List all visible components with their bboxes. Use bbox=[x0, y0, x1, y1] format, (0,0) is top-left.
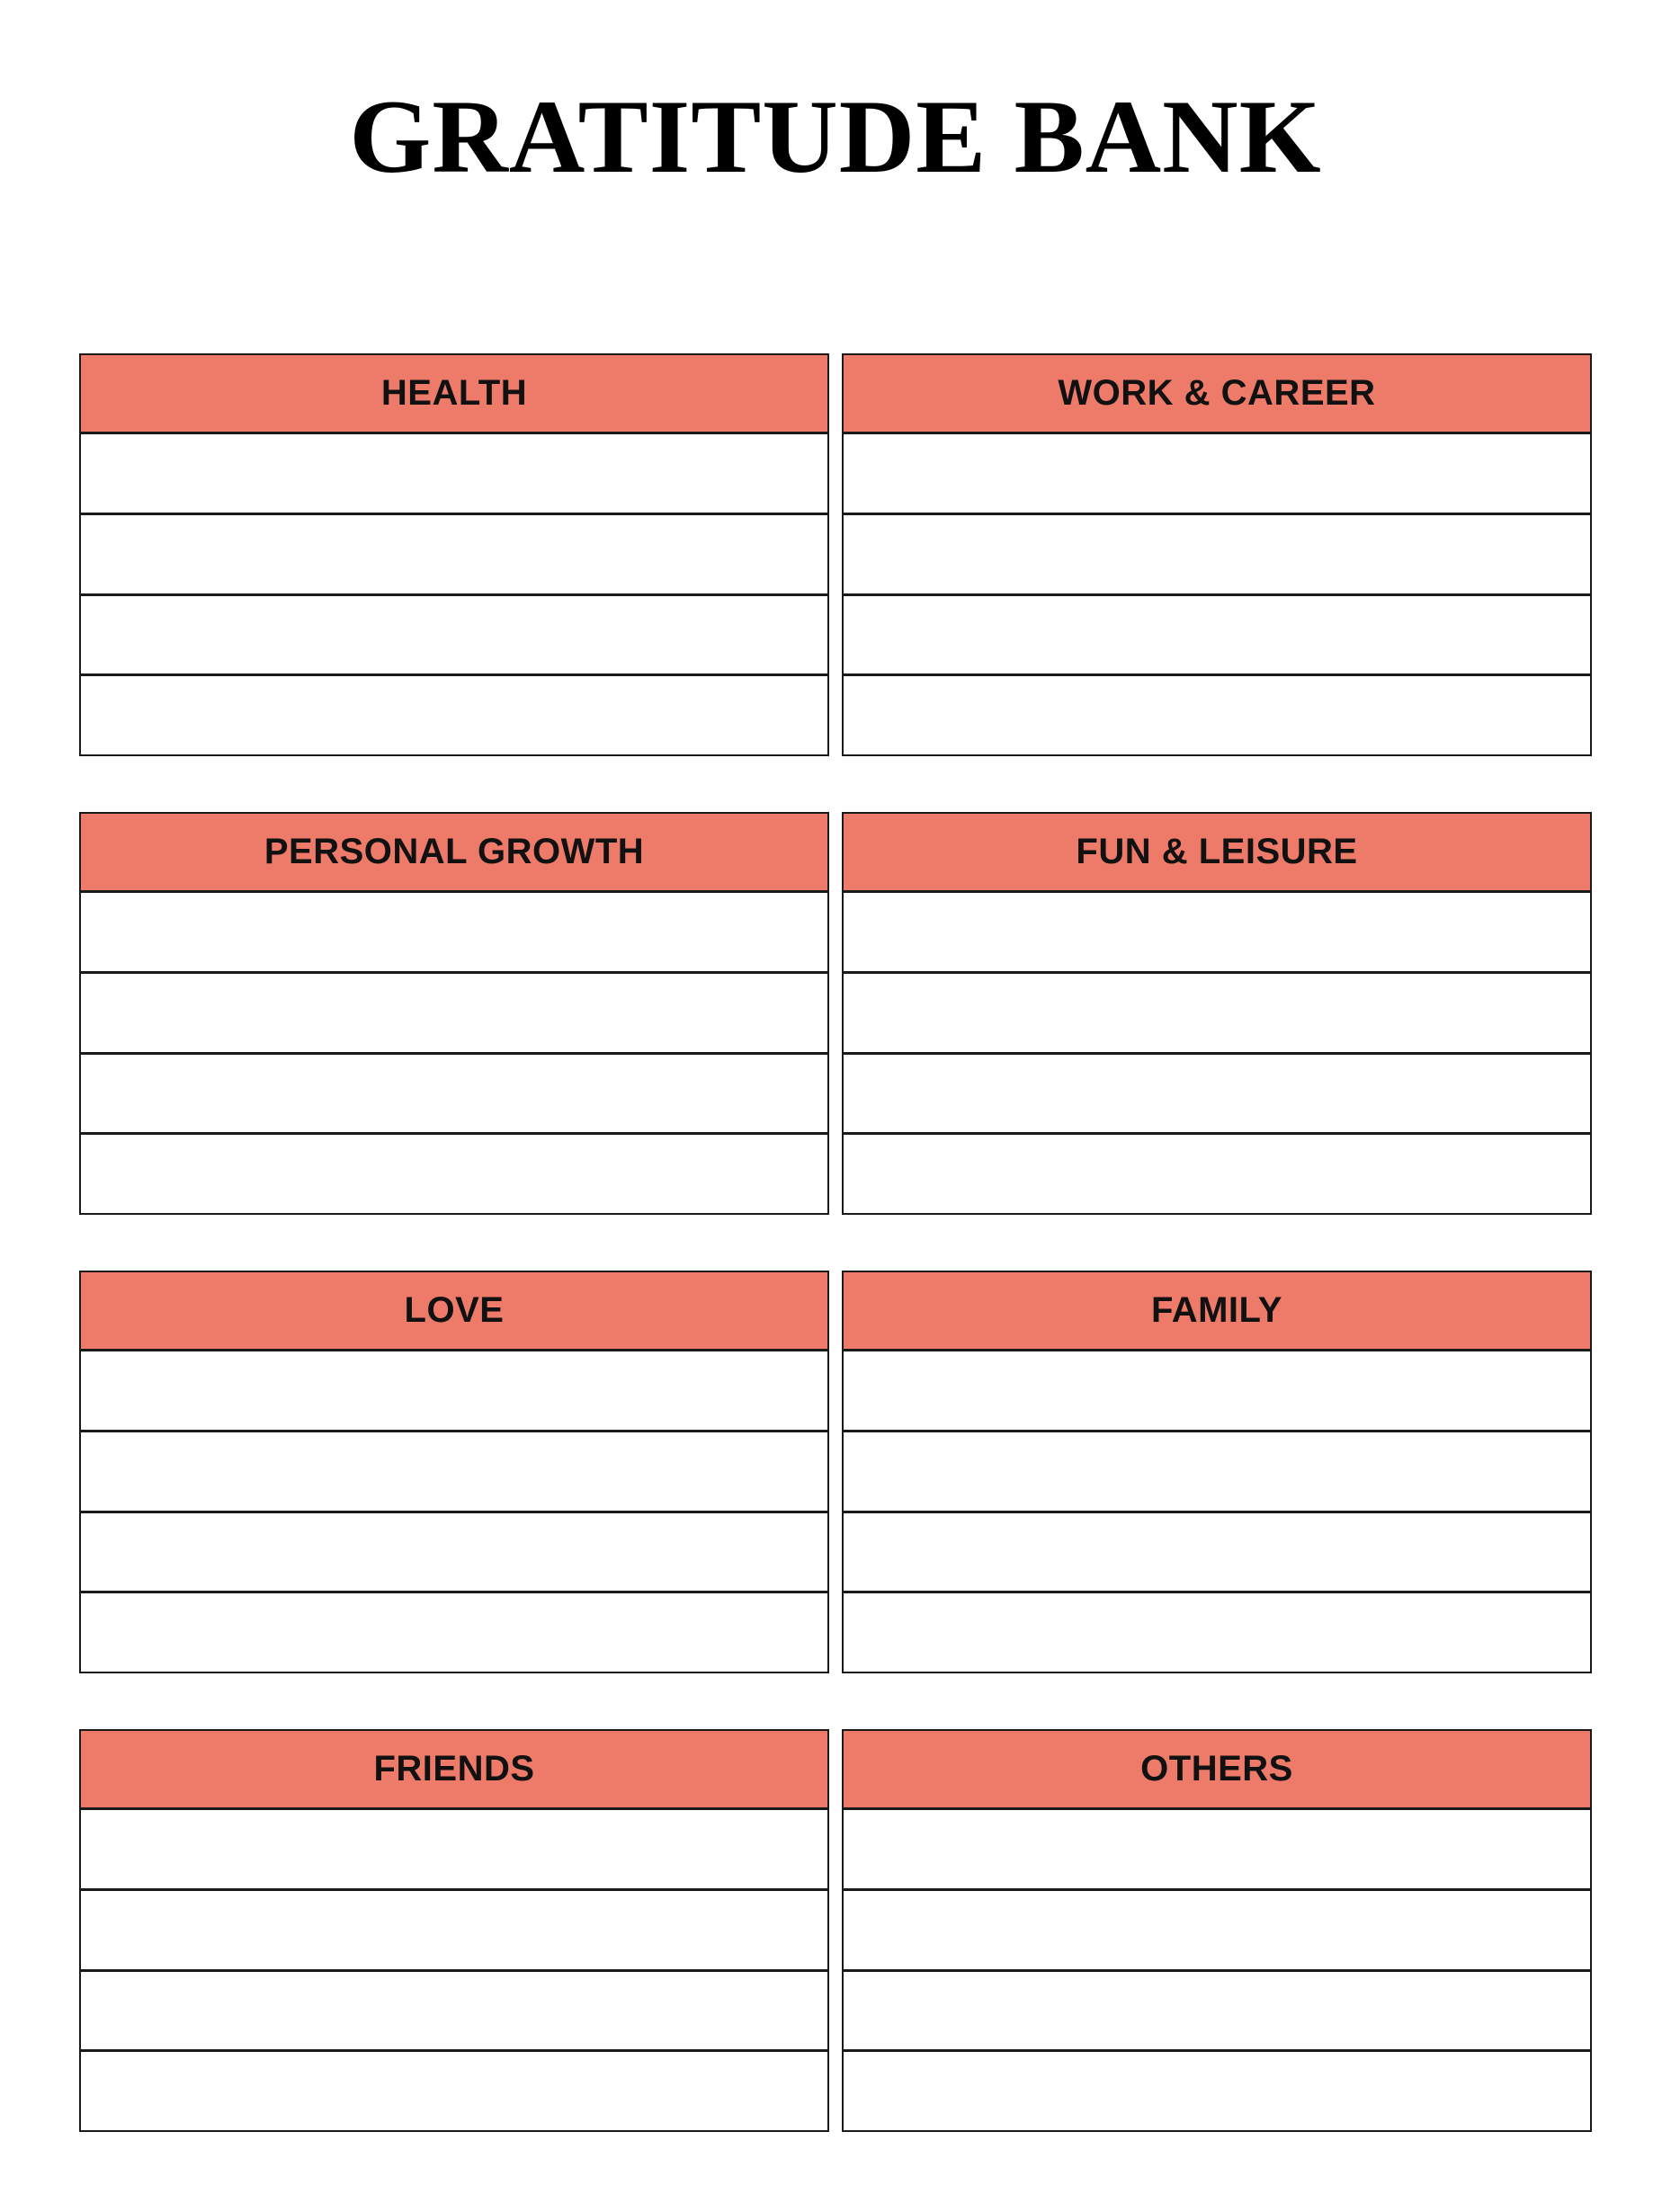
writing-line[interactable] bbox=[81, 893, 827, 974]
writing-line[interactable] bbox=[81, 1972, 827, 2053]
writing-line[interactable] bbox=[81, 676, 827, 754]
section-health bbox=[79, 353, 829, 756]
writing-line[interactable] bbox=[844, 1972, 1590, 2053]
writing-line[interactable] bbox=[844, 1351, 1590, 1432]
section-header: OTHERS bbox=[844, 1731, 1590, 1810]
page-title: GRATITUDE BANK bbox=[349, 79, 1322, 195]
writing-line[interactable] bbox=[81, 515, 827, 596]
section-family bbox=[842, 1271, 1592, 1673]
writing-line[interactable] bbox=[81, 974, 827, 1055]
section-love bbox=[79, 1271, 829, 1673]
writing-line[interactable] bbox=[81, 1593, 827, 1672]
writing-line[interactable] bbox=[81, 1351, 827, 1432]
writing-line[interactable] bbox=[844, 893, 1590, 974]
writing-line[interactable] bbox=[844, 676, 1590, 754]
writing-line[interactable] bbox=[81, 1432, 827, 1513]
section-fun-and-leisure bbox=[842, 812, 1592, 1215]
section-header: FRIENDS bbox=[81, 1731, 827, 1810]
section-personal-growth bbox=[79, 812, 829, 1215]
writing-line[interactable] bbox=[844, 1891, 1590, 1972]
section-work-and-career bbox=[842, 353, 1592, 756]
writing-line[interactable] bbox=[81, 596, 827, 677]
section-header: WORK & CAREER bbox=[844, 355, 1590, 434]
writing-line[interactable] bbox=[844, 434, 1590, 515]
section-header: PERSONAL GROWTH bbox=[81, 814, 827, 893]
writing-line[interactable] bbox=[844, 1593, 1590, 1672]
writing-line[interactable] bbox=[844, 1055, 1590, 1136]
writing-line[interactable] bbox=[844, 1810, 1590, 1891]
sections-grid bbox=[79, 353, 1592, 2132]
writing-line[interactable] bbox=[81, 1891, 827, 1972]
writing-line[interactable] bbox=[81, 1055, 827, 1136]
writing-line[interactable] bbox=[844, 596, 1590, 677]
writing-line[interactable] bbox=[81, 2052, 827, 2130]
section-friends bbox=[79, 1729, 829, 2132]
section-header: FAMILY bbox=[844, 1272, 1590, 1351]
writing-line[interactable] bbox=[844, 2052, 1590, 2130]
writing-line[interactable] bbox=[844, 1513, 1590, 1594]
writing-line[interactable] bbox=[844, 1135, 1590, 1213]
writing-line[interactable] bbox=[81, 1513, 827, 1594]
writing-line[interactable] bbox=[81, 1810, 827, 1891]
writing-line[interactable] bbox=[81, 434, 827, 515]
section-header: LOVE bbox=[81, 1272, 827, 1351]
section-header: HEALTH bbox=[81, 355, 827, 434]
writing-line[interactable] bbox=[844, 1432, 1590, 1513]
section-others bbox=[842, 1729, 1592, 2132]
writing-line[interactable] bbox=[844, 974, 1590, 1055]
writing-line[interactable] bbox=[81, 1135, 827, 1213]
section-header: FUN & LEISURE bbox=[844, 814, 1590, 893]
writing-line[interactable] bbox=[844, 515, 1590, 596]
